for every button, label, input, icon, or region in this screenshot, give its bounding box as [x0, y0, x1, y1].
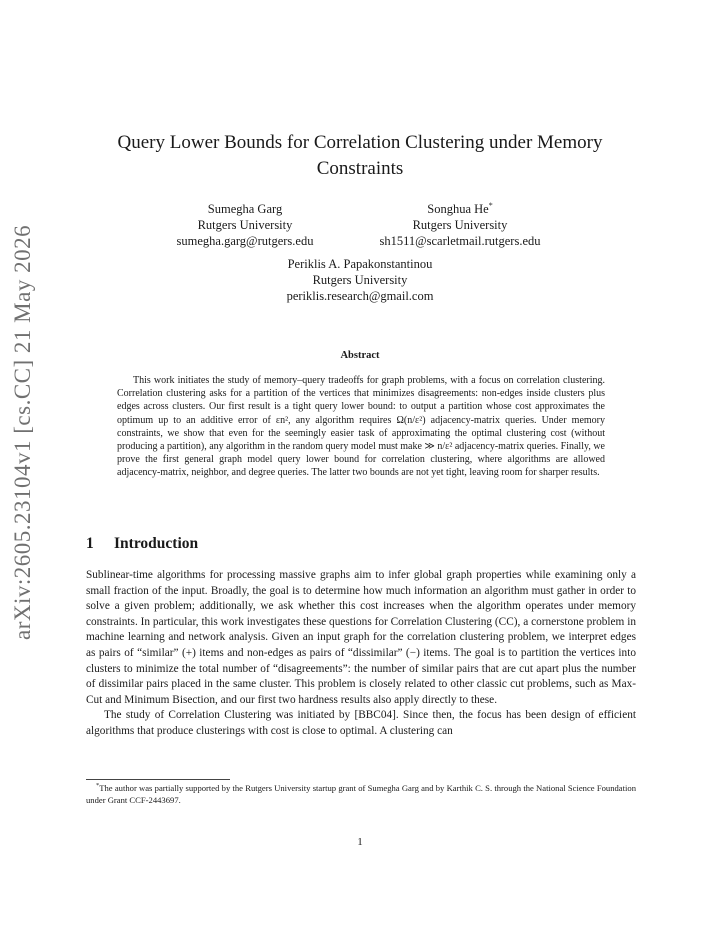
author-affiliation: Rutgers University	[412, 218, 508, 232]
author-name-line	[355, 201, 565, 217]
author-name: Songhua He	[427, 202, 489, 216]
section-heading	[86, 535, 198, 553]
section-title: Introduction	[114, 535, 199, 552]
arxiv-identifier-stamp: arXiv:2605.23104v1 [cs.CC] 21 May 2026	[10, 224, 35, 640]
paragraph: Sublinear-time algorithms for processing massive graphs aim to infer global graph properties while examining only a small fraction of the input. Broadly, the goal is to determine how much information an algorithm must gather in order to solve a given problem; additionally, we ask whether this cost increases when the algorithm operates under memory constraints. In particular, this work investigates these questions for Correlation Clustering (CC), a cornerstone problem in machine learning and network analysis. Given an input graph for the correlation clustering problem, we interpret edges as pairs of “similar” (+) items and non-edges as pairs of “dissimilar” (−) items. The goal is to partition the vertices into clusters to minimize the total number of “disagreements”: the number of similar pairs that are cut apart plus the number of dissimilar pairs placed in the same cluster. This problem is closely related to other classic cut problems, such as Max-Cut and Minimum Bisection, and our first two hardness results also apply directly to these.	[86, 569, 636, 706]
introduction-body	[86, 568, 636, 740]
section-number: 1	[86, 535, 94, 552]
footnote-divider	[86, 779, 230, 780]
paragraph: The study of Correlation Clustering was initiated by [BBC04]. Since then, the focus has been design of efficient algorithms that produce clusterings with cost is close to optimal. A clustering can	[86, 709, 636, 737]
author-affiliation: Rutgers University	[197, 218, 293, 232]
paper-title: Query Lower Bounds for Correlation Clustering under Memory Constraints	[117, 132, 603, 179]
footnote-mark: *	[96, 782, 100, 790]
author-name: Periklis A. Papakonstantinou	[287, 257, 433, 271]
footnote-text: The author was partially supported by the Rutgers University startup grant of Sumegha Garg and by Karthik C. S. through the National Science Foundation under Grant CCF-2443697.	[86, 783, 636, 805]
footnote	[86, 783, 636, 806]
author-block-1	[160, 201, 330, 249]
author-email[interactable]: sh1511@scarletmail.rutgers.edu	[379, 234, 541, 248]
author-block-2	[355, 201, 565, 249]
author-affiliation: Rutgers University	[312, 273, 408, 287]
author-block-3	[255, 256, 465, 304]
author-name: Sumegha Garg	[207, 202, 283, 216]
author-email[interactable]: periklis.research@gmail.com	[286, 289, 434, 303]
page-number: 1	[357, 836, 363, 848]
footnote-marker[interactable]: *	[488, 200, 493, 210]
abstract-heading: Abstract	[340, 350, 380, 361]
author-email[interactable]: sumegha.garg@rutgers.edu	[176, 234, 314, 248]
abstract-text: This work initiates the study of memory–query tradeoffs for graph problems, with a focus on correlation clustering. Correlation clustering asks for a partition of the vertices that minimizes disagreements: non-edges inside clusters plus edges across clusters. Our first result is a tight query lower bound: to output a partition whose cost approximates the optimum up to an additive error of εn², any algorithm requires Ω(n/ε²) adjacency-matrix queries. Under memory constraints, we show that even for the seemingly easier task of approximating the optimal clustering cost (without producing a partition), any algorithm in the random query model must make ≫ n/ε² adjacency-matrix queries. Finally, we prove the first general graph model query lower bound for correlation clustering, where algorithms are allowed adjacency-matrix, neighbor, and degree queries. The latter two bounds are not yet tight, leaving room for sharper results.	[117, 375, 605, 479]
